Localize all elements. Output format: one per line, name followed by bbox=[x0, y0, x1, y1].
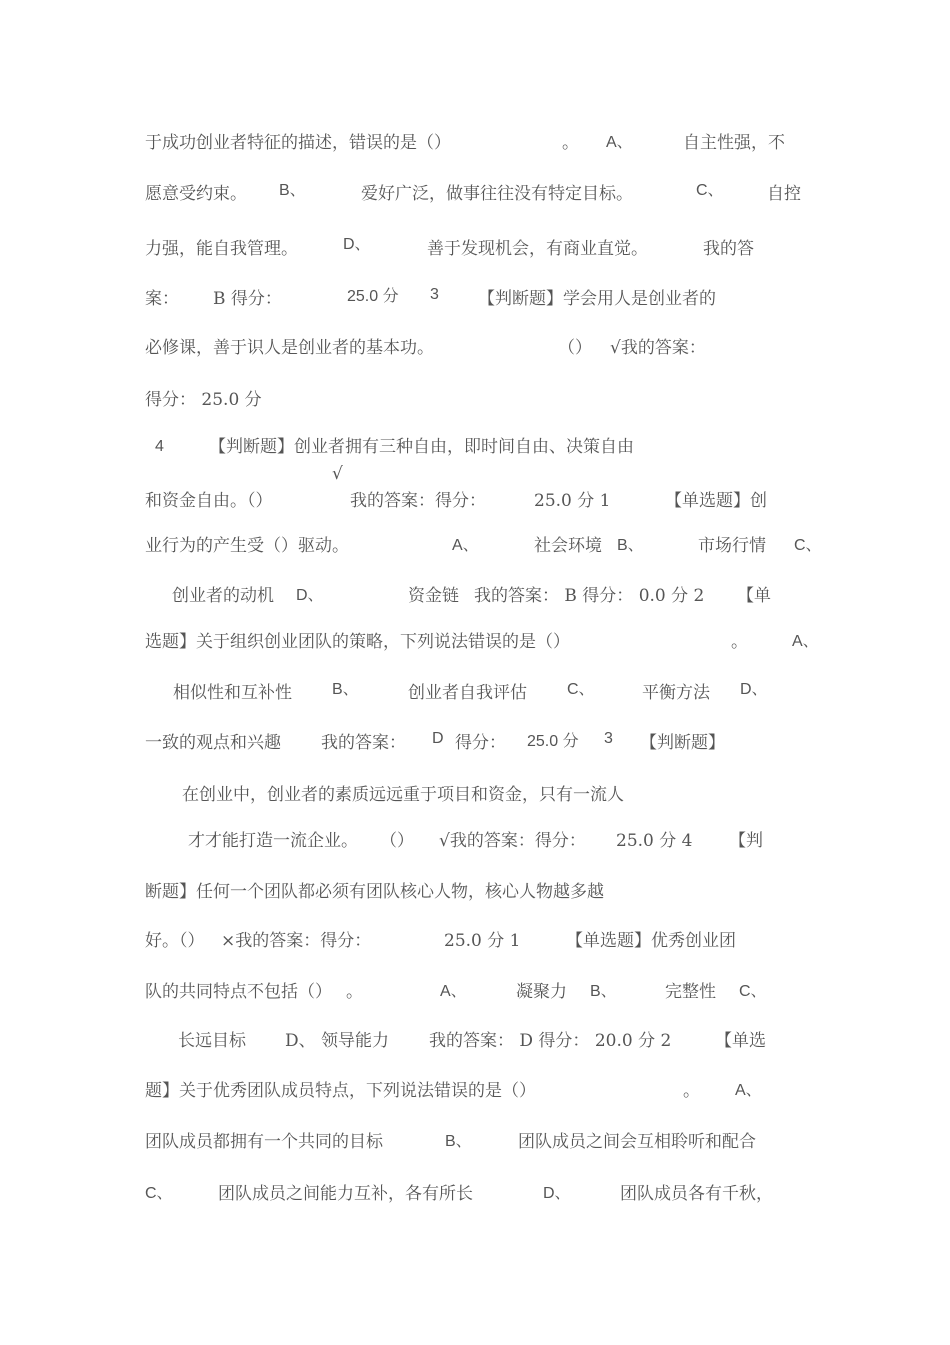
text-fragment: 市场行情 bbox=[698, 536, 766, 556]
text-fragment: 完整性 bbox=[665, 982, 716, 1002]
option-label: C、 bbox=[567, 681, 595, 698]
text-fragment: 团队成员各有千秋， bbox=[620, 1184, 773, 1204]
option-label: B、 bbox=[279, 182, 306, 199]
text-fragment: 我的答 bbox=[703, 239, 754, 259]
text-fragment: 和资金自由。（） bbox=[145, 491, 273, 511]
text-fragment: 凝聚力 bbox=[516, 982, 567, 1002]
text-fragment: 得分： 25.0 分 bbox=[145, 390, 262, 410]
text-fragment: 【判 bbox=[729, 831, 763, 851]
text-fragment: √我的答案： bbox=[610, 338, 706, 358]
text-fragment: 一致的观点和兴趣 bbox=[145, 733, 281, 753]
text-fragment: 自控 bbox=[767, 184, 801, 204]
option-label: A、 bbox=[735, 1082, 762, 1099]
text-fragment: 创业者自我评估 bbox=[408, 683, 527, 703]
text-fragment: 我的答案：得分： bbox=[350, 491, 486, 511]
text-fragment: B 得分： bbox=[213, 289, 282, 309]
text-fragment: 愿意受约束。 bbox=[145, 184, 247, 204]
text-fragment: 25.0 分 4 bbox=[616, 831, 693, 851]
score-value: 25.0 分 bbox=[347, 288, 399, 305]
text-fragment: ×我的答案：得分： bbox=[221, 931, 372, 951]
text-fragment: 自主性强，不 bbox=[683, 133, 785, 153]
text-fragment: 资金链 bbox=[408, 586, 459, 606]
text-fragment: 我的答案： D 得分： 20.0 分 2 bbox=[429, 1031, 672, 1051]
question-number: 3 bbox=[604, 730, 613, 747]
text-fragment: （） bbox=[380, 831, 414, 851]
text-fragment: 力强，能自我管理。 bbox=[145, 239, 298, 259]
option-label: C、 bbox=[696, 182, 724, 199]
text-fragment: 【单选 bbox=[715, 1031, 766, 1051]
text-fragment: 我的答案： bbox=[321, 733, 406, 753]
text-fragment: 才才能打造一流企业。 bbox=[188, 831, 358, 851]
option-label: A、 bbox=[606, 134, 633, 151]
text-fragment: 案： bbox=[145, 289, 179, 309]
text-fragment: 得分： bbox=[455, 733, 506, 753]
text-fragment: 创业者的动机 bbox=[172, 586, 274, 606]
text-fragment: 25.0 分 1 bbox=[444, 931, 521, 951]
text-fragment: 于成功创业者特征的描述，错误的是（） bbox=[145, 133, 451, 153]
text-fragment: 善于发现机会，有商业直觉。 bbox=[427, 239, 648, 259]
text-fragment: 选题】关于组织创业团队的策略，下列说法错误的是（） bbox=[145, 632, 570, 652]
text-fragment: 【单 bbox=[737, 586, 771, 606]
option-label: D、 bbox=[740, 681, 768, 698]
text-fragment: 在创业中，创业者的素质远远重于项目和资金，只有一流人 bbox=[182, 785, 624, 805]
option-label: A、 bbox=[440, 983, 467, 1000]
option-label: D、 bbox=[296, 587, 324, 604]
text-fragment: 必修课，善于识人是创业者的基本功。 bbox=[145, 338, 434, 358]
option-label: B、 bbox=[445, 1133, 472, 1150]
text-fragment: 团队成员都拥有一个共同的目标 bbox=[145, 1132, 383, 1152]
text-fragment: 题】关于优秀团队成员特点，下列说法错误的是（） bbox=[145, 1081, 536, 1101]
check-mark: √ bbox=[332, 464, 343, 484]
text-fragment: 【单选题】优秀创业团 bbox=[566, 931, 736, 951]
text-fragment: 长远目标 bbox=[178, 1031, 246, 1051]
text-fragment: 平衡方法 bbox=[642, 683, 710, 703]
option-label: A、 bbox=[792, 633, 819, 650]
text-fragment: D、 领导能力 bbox=[285, 1031, 390, 1051]
text-fragment: 。 bbox=[562, 133, 579, 153]
text-fragment: 。 bbox=[346, 982, 363, 1002]
answer-value: D bbox=[432, 730, 444, 747]
option-label: D、 bbox=[543, 1185, 571, 1202]
text-fragment: 【判断题】学会用人是创业者的 bbox=[478, 289, 716, 309]
text-fragment: √我的答案：得分： bbox=[439, 831, 586, 851]
text-fragment: 我的答案： B 得分： 0.0 分 2 bbox=[474, 586, 705, 606]
text-fragment: 队的共同特点不包括（） bbox=[145, 982, 332, 1002]
text-fragment: 断题】任何一个团队都必须有团队核心人物，核心人物越多越 bbox=[145, 882, 604, 902]
text-fragment: 。 bbox=[683, 1081, 700, 1101]
option-label: B、 bbox=[590, 983, 617, 1000]
text-fragment: 好。（） bbox=[145, 931, 205, 951]
option-label: C、 bbox=[739, 983, 767, 1000]
option-label: C、 bbox=[145, 1185, 173, 1202]
option-label: A、 bbox=[452, 537, 479, 554]
text-fragment: 25.0 分 1 bbox=[534, 491, 611, 511]
option-label: C、 bbox=[794, 537, 822, 554]
text-fragment: （） bbox=[558, 338, 592, 358]
text-fragment: 【单选题】创 bbox=[665, 491, 767, 511]
question-number: 3 bbox=[430, 286, 439, 303]
text-fragment: 相似性和互补性 bbox=[173, 683, 292, 703]
text-fragment: 【判断题】创业者拥有三种自由，即时间自由、决策自由 bbox=[209, 437, 634, 457]
text-fragment: 团队成员之间会互相聆听和配合 bbox=[518, 1132, 756, 1152]
text-fragment: 业行为的产生受（）驱动。 bbox=[145, 536, 349, 556]
question-number: 4 bbox=[155, 438, 164, 455]
option-label: B、 bbox=[617, 537, 644, 554]
text-fragment: 【判断题】 bbox=[640, 733, 725, 753]
text-fragment: 爱好广泛，做事往往没有特定目标。 bbox=[361, 184, 633, 204]
text-fragment: 社会环境 bbox=[534, 536, 602, 556]
option-label: D、 bbox=[343, 236, 371, 253]
option-label: B、 bbox=[332, 681, 359, 698]
text-fragment: 。 bbox=[731, 632, 748, 652]
score-value: 25.0 分 bbox=[527, 733, 579, 750]
text-fragment: 团队成员之间能力互补，各有所长 bbox=[218, 1184, 473, 1204]
